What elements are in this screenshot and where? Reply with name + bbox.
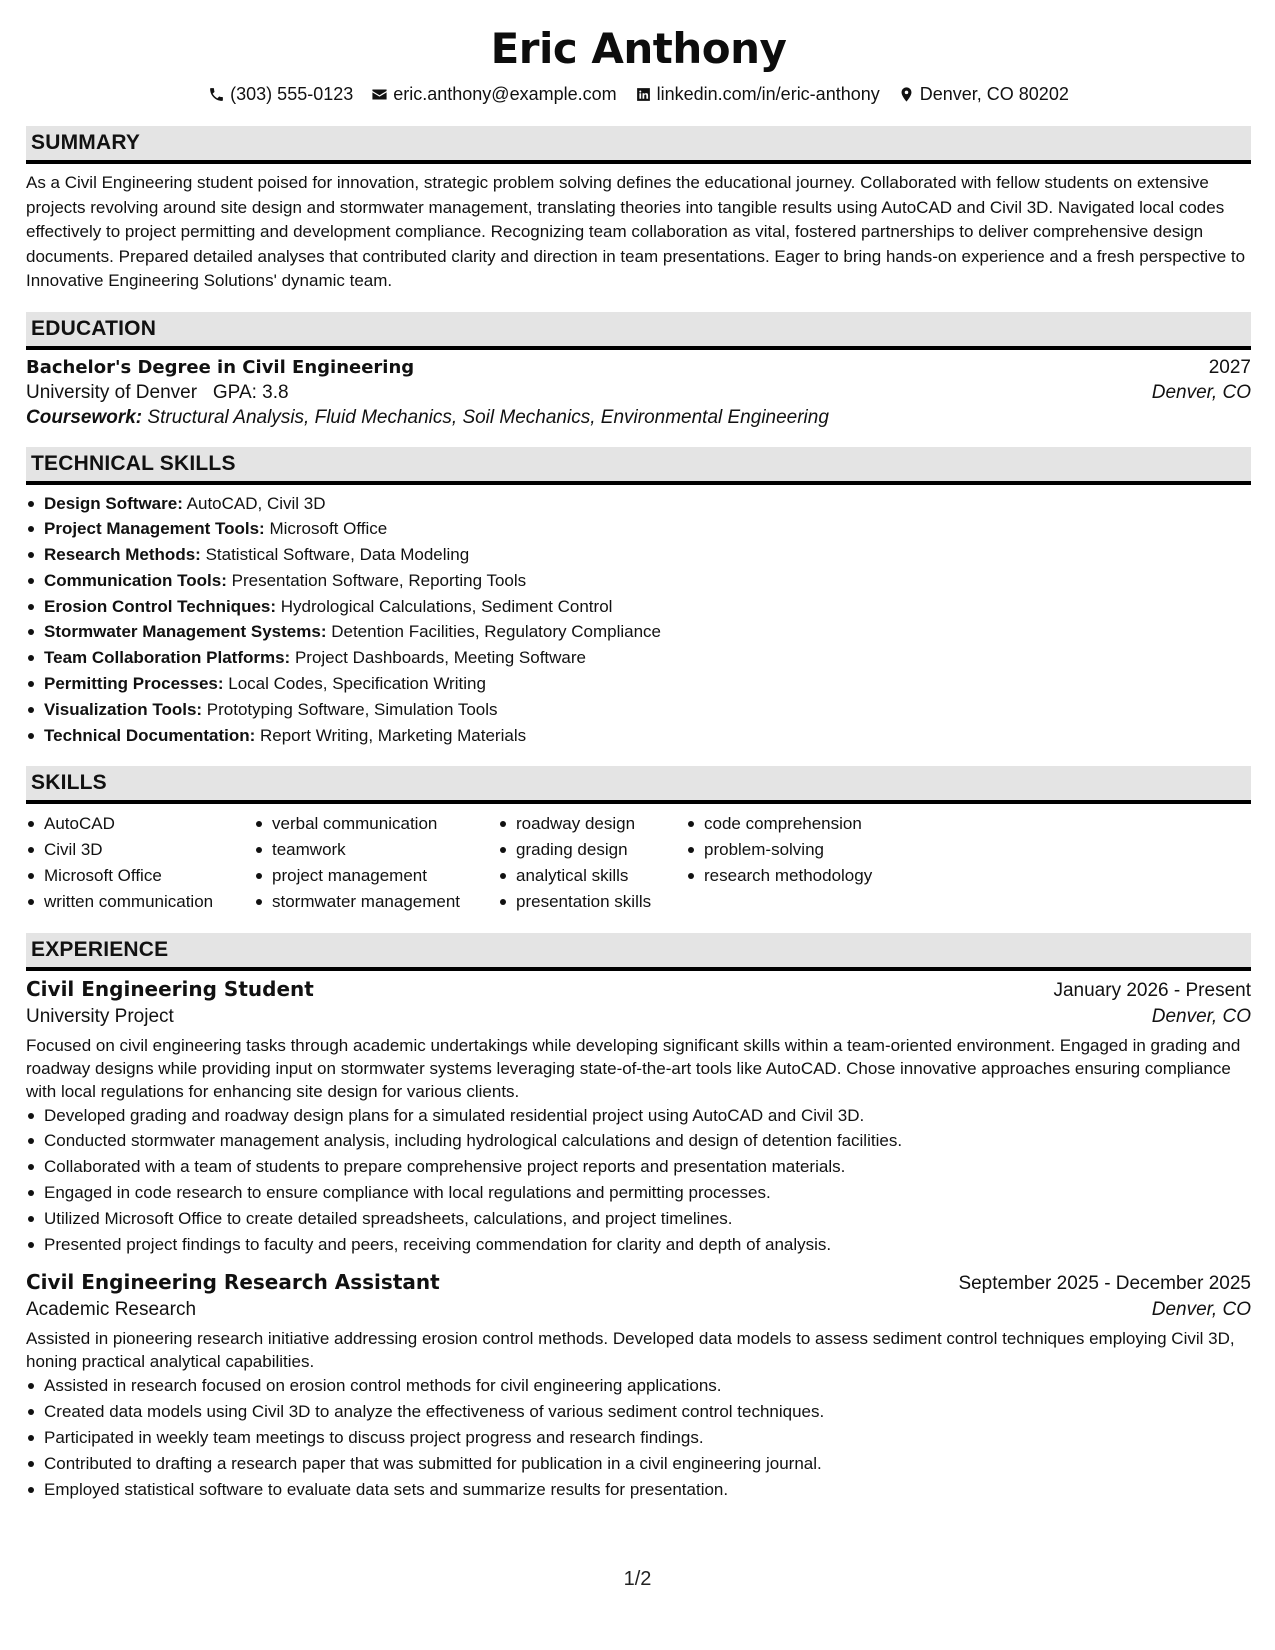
list-item: Created data models using Civil 3D to analyze the effectiveness of various sediment control techniques. bbox=[26, 1399, 1251, 1425]
list-item: presentation skills bbox=[498, 889, 686, 915]
page-number: 1/2 bbox=[623, 1568, 652, 1590]
job-header bbox=[26, 977, 1251, 1002]
technical-skills-list bbox=[26, 491, 1251, 749]
list-item: AutoCAD bbox=[26, 811, 254, 837]
section-heading: SKILLS bbox=[26, 766, 1251, 804]
list-item: project management bbox=[254, 863, 498, 889]
section-heading: SUMMARY bbox=[26, 126, 1251, 164]
job-entry bbox=[26, 977, 1251, 1258]
job-location: Denver, CO bbox=[1151, 1005, 1251, 1027]
skill-category: Permitting Processes: bbox=[44, 674, 224, 694]
job-organization: Academic Research bbox=[26, 1299, 197, 1321]
job-summary: Assisted in pioneering research initiative addressing erosion control methods. Developed data models to assess sediment control techniques employing Civil 3D, honing practical analytical capabilities. bbox=[26, 1329, 1235, 1372]
technical-skills-section bbox=[26, 447, 1251, 749]
skill-category: Project Management Tools: bbox=[44, 519, 265, 539]
skill-category: Design Software: bbox=[44, 493, 183, 513]
skill-values: AutoCAD, Civil 3D bbox=[186, 493, 326, 513]
phone-text: (303) 555-0123 bbox=[230, 84, 354, 104]
skill-category: Stormwater Management Systems: bbox=[44, 622, 327, 642]
education-location: Denver, CO bbox=[1151, 381, 1251, 403]
list-item bbox=[26, 542, 1251, 568]
skills-column bbox=[686, 811, 946, 914]
contact-phone bbox=[208, 81, 353, 107]
job-location: Denver, CO bbox=[1151, 1299, 1251, 1321]
list-item: Engaged in code research to ensure compliance with local regulations and permitting processes. bbox=[26, 1180, 1251, 1206]
skill-values: Presentation Software, Reporting Tools bbox=[231, 570, 527, 590]
school-name: University of Denver bbox=[26, 381, 198, 403]
education-row-1 bbox=[26, 357, 1251, 379]
job-title: Civil Engineering Research Assistant bbox=[26, 1270, 440, 1295]
job-header bbox=[26, 1270, 1251, 1295]
job-organization: University Project bbox=[26, 1005, 174, 1027]
email-text[interactable]: eric.anthony@example.com bbox=[393, 84, 617, 104]
list-item: Microsoft Office bbox=[26, 863, 254, 889]
education-row-2 bbox=[26, 382, 1251, 404]
job-subheader bbox=[26, 1006, 1251, 1028]
skill-category: Research Methods: bbox=[44, 545, 201, 565]
section-heading: EDUCATION bbox=[26, 312, 1251, 350]
list-item: Assisted in research focused on erosion control methods for civil engineering applications. bbox=[26, 1373, 1251, 1399]
list-item bbox=[26, 697, 1251, 723]
skill-values: Project Dashboards, Meeting Software bbox=[294, 648, 586, 668]
list-item: verbal communication bbox=[254, 811, 498, 837]
list-item: Conducted stormwater management analysis, including hydrological calculations and design of detention facilities. bbox=[26, 1128, 1251, 1154]
phone-icon bbox=[208, 86, 225, 103]
section-heading: TECHNICAL SKILLS bbox=[26, 447, 1251, 485]
skill-category: Erosion Control Techniques: bbox=[44, 596, 277, 616]
contact-location bbox=[898, 81, 1069, 107]
list-item bbox=[26, 516, 1251, 542]
skills-column bbox=[254, 811, 498, 914]
list-item: Developed grading and roadway design plans for a simulated residential project using AutoCAD and Civil 3D. bbox=[26, 1103, 1251, 1129]
list-item: written communication bbox=[26, 889, 254, 915]
list-item: teamwork bbox=[254, 837, 498, 863]
coursework-list: Structural Analysis, Fluid Mechanics, Soil Mechanics, Environmental Engineering bbox=[147, 406, 829, 428]
candidate-name: Eric Anthony bbox=[490, 24, 787, 73]
summary-section bbox=[26, 126, 1251, 294]
list-item bbox=[26, 645, 1251, 671]
list-item: Contributed to drafting a research paper that was submitted for publication in a civil engineering journal. bbox=[26, 1451, 1251, 1477]
skill-category: Visualization Tools: bbox=[44, 699, 203, 719]
list-item: Employed statistical software to evaluate data sets and summarize results for presentation. bbox=[26, 1477, 1251, 1503]
summary-text: As a Civil Engineering student poised for innovation, strategic problem solving defines the educational journey. Collaborated with fellow students on extensive projects revolving around site design and stormwater management, translating theories into tangible results using AutoCAD and Civil 3D. Navigated local codes effectively to project permitting and development compliance. Recognizing team collaboration as vital, fostered partnerships to deliver comprehensive design documents. Prepared detailed analyses that contributed clarity and direction in team presentations. Eager to bring hands-on experience and a fresh perspective to Innovative Engineering Solutions' dynamic team. bbox=[26, 173, 1246, 290]
skill-category: Communication Tools: bbox=[44, 570, 227, 590]
resume-page bbox=[26, 20, 1251, 1502]
list-item: problem-solving bbox=[686, 837, 946, 863]
graduation-year: 2027 bbox=[1208, 356, 1251, 378]
location-text: Denver, CO 80202 bbox=[919, 84, 1069, 104]
list-item: Presented project findings to faculty and peers, receiving commendation for clarity and depth of analysis. bbox=[26, 1232, 1251, 1258]
skill-values: Microsoft Office bbox=[269, 519, 388, 539]
skills-grid bbox=[26, 811, 1251, 914]
skill-values: Report Writing, Marketing Materials bbox=[260, 725, 527, 745]
list-item bbox=[26, 594, 1251, 620]
list-item bbox=[26, 671, 1251, 697]
skill-category: Team Collaboration Platforms: bbox=[44, 648, 291, 668]
list-item bbox=[26, 619, 1251, 645]
list-item bbox=[26, 568, 1251, 594]
school-line bbox=[26, 382, 289, 404]
section-heading: EXPERIENCE bbox=[26, 933, 1251, 971]
list-item: Participated in weekly team meetings to discuss project progress and research findings. bbox=[26, 1425, 1251, 1451]
job-bullets bbox=[26, 1373, 1251, 1502]
list-item bbox=[26, 491, 1251, 517]
job-dates: January 2026 - Present bbox=[1053, 979, 1251, 1001]
job-dates: September 2025 - December 2025 bbox=[958, 1273, 1251, 1295]
coursework-label: Coursework: bbox=[26, 406, 143, 428]
list-item: Civil 3D bbox=[26, 837, 254, 863]
coursework-line bbox=[26, 407, 1251, 429]
job-summary: Focused on civil engineering tasks through academic undertakings while developing significant skills within a team-oriented environment. Engaged in grading and roadway designs while providing input on stormwater systems leveraging state-of-the-art tools like AutoCAD. Chose innovative approaches ensuring compliance with local regulations for enhancing site design for various clients. bbox=[26, 1035, 1241, 1101]
linkedin-icon bbox=[635, 86, 652, 103]
list-item: code comprehension bbox=[686, 811, 946, 837]
list-item bbox=[26, 723, 1251, 749]
list-item: analytical skills bbox=[498, 863, 686, 889]
contact-bar bbox=[26, 81, 1251, 107]
linkedin-text[interactable]: linkedin.com/in/eric-anthony bbox=[656, 84, 880, 104]
list-item: roadway design bbox=[498, 811, 686, 837]
degree-title: Bachelor's Degree in Civil Engineering bbox=[26, 356, 415, 378]
job-title: Civil Engineering Student bbox=[26, 976, 314, 1001]
list-item: Collaborated with a team of students to prepare comprehensive project reports and presentation materials. bbox=[26, 1154, 1251, 1180]
list-item: Utilized Microsoft Office to create detailed spreadsheets, calculations, and project timelines. bbox=[26, 1206, 1251, 1232]
skills-column bbox=[498, 811, 686, 914]
skill-values: Detention Facilities, Regulatory Compliance bbox=[331, 622, 661, 642]
envelope-icon bbox=[371, 86, 388, 103]
list-item: stormwater management bbox=[254, 889, 498, 915]
map-pin-icon bbox=[898, 86, 915, 103]
contact-linkedin[interactable] bbox=[635, 81, 880, 107]
experience-section bbox=[26, 933, 1251, 1503]
list-item: grading design bbox=[498, 837, 686, 863]
skill-values: Statistical Software, Data Modeling bbox=[205, 545, 470, 565]
skills-section bbox=[26, 766, 1251, 914]
job-subheader bbox=[26, 1299, 1251, 1321]
skill-values: Hydrological Calculations, Sediment Control bbox=[280, 596, 613, 616]
skill-values: Local Codes, Specification Writing bbox=[228, 674, 486, 694]
skills-column bbox=[26, 811, 254, 914]
gpa: GPA: 3.8 bbox=[212, 381, 289, 403]
education-section bbox=[26, 312, 1251, 429]
skill-values: Prototyping Software, Simulation Tools bbox=[206, 699, 498, 719]
contact-email[interactable] bbox=[371, 81, 616, 107]
list-item: research methodology bbox=[686, 863, 946, 889]
job-entry bbox=[26, 1270, 1251, 1502]
job-bullets bbox=[26, 1103, 1251, 1258]
skill-category: Technical Documentation: bbox=[44, 725, 256, 745]
